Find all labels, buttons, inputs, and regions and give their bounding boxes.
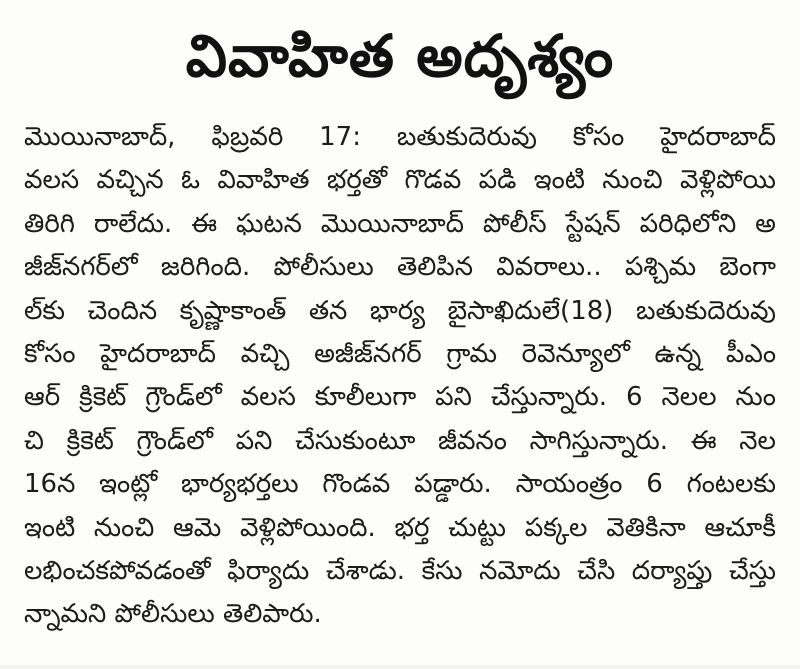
- article-line: జీజ్‌నగర్‌లో జరిగింది. పోలీసులు తెలిపిన వివరాలు.. పశ్చిమ బెంగా: [24, 252, 776, 283]
- clipping-edge: [0, 665, 800, 669]
- article-body: [24, 116, 776, 637]
- article-line: ఆర్ క్రికెట్ గ్రౌండ్‌లో వలస కూలీలుగా పని చేస్తున్నారు. 6 నెలల నుం: [24, 382, 776, 413]
- headline: వివాహిత అదృశ్యం: [185, 22, 615, 90]
- article-line: వలస వచ్చిన ఓ వివాహిత భర్తతో గొడవ పడి ఇంటి నుంచి వెళ్లిపోయి: [24, 165, 776, 196]
- article-line: ల్‌కు చెందిన కృష్ణాకాంత్ తన భార్య బైసాఖిదులే(18) బతుకుదెరువు: [24, 295, 776, 326]
- article-line: ఇంటి నుంచి ఆమె వెళ్లిపోయింది. భర్త చుట్టు పక్కల వెతికినా ఆచూకీ: [24, 512, 776, 543]
- article-line: తిరిగి రాలేదు. ఈ ఘటన మొయినాబాద్ పోలీస్ స్టేషన్ పరిధిలోని అ: [24, 208, 776, 239]
- article-line: కోసం హైదరాబాద్ వచ్చి అజీజ్‌నగర్ గ్రామ రెవెన్యూలో ఉన్న పీఎం: [24, 338, 776, 369]
- article-line: 16న ఇంట్లో భార్యభర్తలు గొండవ పడ్డారు. సాయంత్రం 6 గంటలకు: [24, 469, 776, 500]
- article-line: మొయినాబాద్, ఫిబ్రవరి 17: బతుకుదెరువు కోసం హైదరాబాద్: [24, 122, 776, 152]
- article-line: చి క్రికెట్ గ్రౌండ్‌లో పని చేసుకుంటూ జీవనం సాగిస్తున్నారు. ఈ నెల: [24, 425, 776, 456]
- article-line: న్నామని పోలీసులు తెలిపారు.: [24, 599, 322, 630]
- article-line: లభించకపోవడంతో ఫిర్యాదు చేశాడు. కేసు నమోదు చేసి దర్యాప్తు చేస్తు: [24, 555, 776, 586]
